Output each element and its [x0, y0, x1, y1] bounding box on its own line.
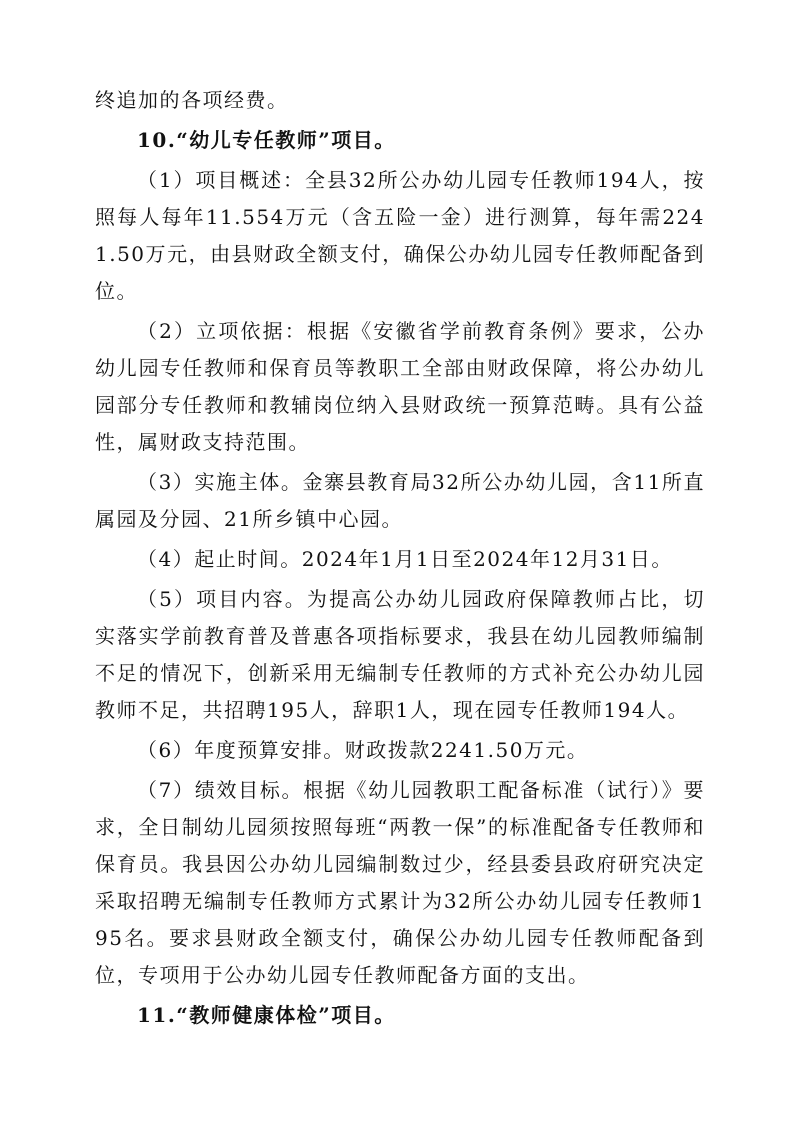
item-1-overview: （1）项目概述：全县32所公办幼儿园专任教师194人，按照每人每年11.554万元（含五险一金）进行测算，每年需2241.50万元，由县财政全额支付，确保公办幼儿园专任教师配备到位。 — [95, 168, 705, 303]
item-3-implementer: （3）实施主体。金寨县教育局32所公办幼儿园，含11所直属园及分园、21所乡镇中心园。 — [95, 470, 705, 531]
item-4-period: （4）起止时间。2024年1月1日至2024年12月31日。 — [137, 547, 673, 571]
item-7-goals: （7）绩效目标。根据《幼儿园教职工配备标准（试行）》要求，全日制幼儿园须按照每班“两教一保”的标准配备专任教师和保育员。我县因公办幼儿园编制数过少，经县委县政府研究决定采取招聘无编制专任教师方式累计为32所公办幼儿园专任教师195名。要求县财政全额支付，确保公办幼儿园专任教师配备到位，专项用于公办幼儿园专任教师配备方面的支出。 — [95, 778, 705, 987]
item-6-budget: （6）年度预算安排。财政拨款2241.50万元。 — [137, 738, 589, 762]
item-2-basis: （2）立项依据：根据《安徽省学前教育条例》要求，公办幼儿园专任教师和保育员等教职工全部由财政保障，将公办幼儿园部分专任教师和教辅岗位纳入县财政统一预算范畴。具有公益性，属财政支持范围。 — [95, 319, 705, 454]
section-10-title: 10.“幼儿专任教师”项目。 — [137, 128, 396, 152]
section-11-title: 11.“教师健康体检”项目。 — [137, 1003, 396, 1027]
document-body — [95, 82, 705, 1034]
lead-text: 终追加的各项经费。 — [95, 88, 289, 112]
item-5-content: （5）项目内容。为提高公办幼儿园政府保障教师占比，切实落实学前教育普及普惠各项指标要求，我县在幼儿园教师编制不足的情况下，创新采用无编制专任教师的方式补充公办幼儿园教师不足，共招聘195人，辞职1人，现在园专任教师194人。 — [95, 587, 705, 722]
